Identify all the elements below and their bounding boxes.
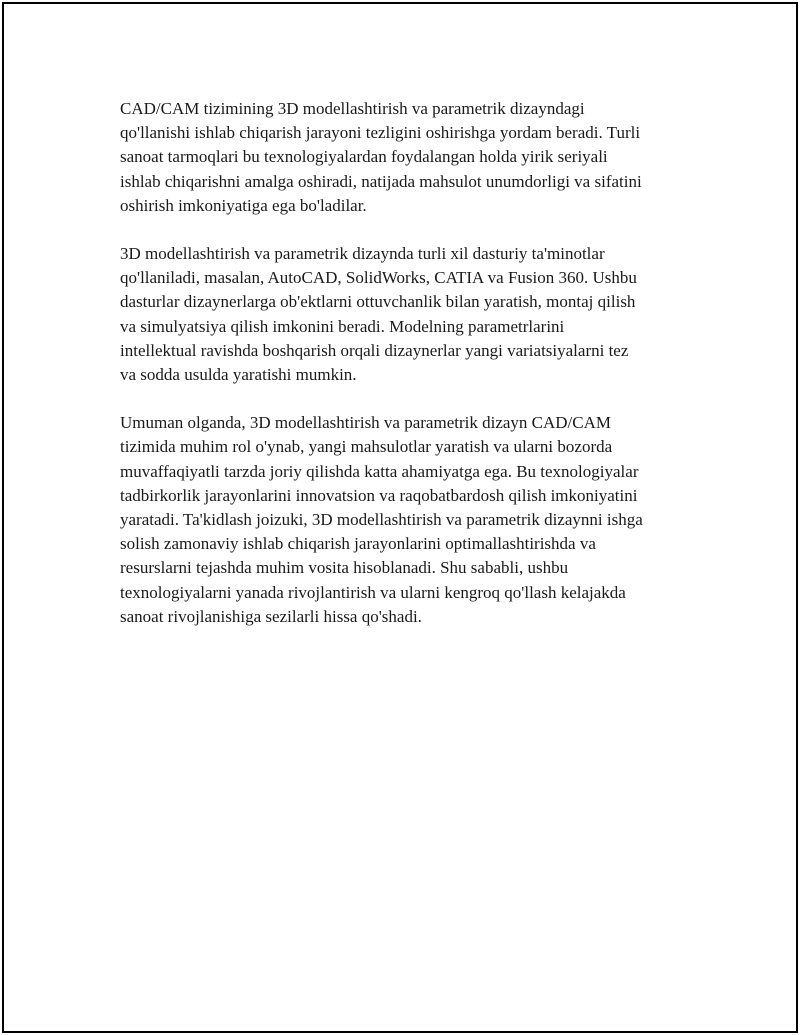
text-line: 3D modellashtirish va parametrik dizaynda turli xil dasturiy ta'minotlar	[120, 244, 605, 264]
text-line: intellektual ravishda boshqarish orqali dizaynerlar yangi variatsiyalarni tez	[120, 340, 629, 360]
text-line: dasturlar dizaynerlarga ob'ektlarni ottuvchanlik bilan yaratish, montaj qilish	[120, 292, 636, 312]
text-line: CAD/CAM tizimining 3D modellashtirish va parametrik dizayndagi	[120, 99, 585, 118]
text-line: qo'llanishi ishlab chiqarish jarayoni tezligini oshirishga yordam beradi. Turli	[120, 123, 641, 143]
text-line: va sodda usulda yaratishi mumkin.	[120, 365, 357, 385]
document-page	[2, 2, 798, 1033]
document-body	[120, 97, 700, 653]
text-line: sanoat rivojlanishiga sezilarli hissa qo'shadi.	[120, 606, 422, 626]
text-line: resurslarni tejashda muhim vosita hisoblanadi. Shu sababli, ushbu	[120, 558, 569, 578]
text-line: Umuman olganda, 3D modellashtirish va parametrik dizayn CAD/CAM	[120, 413, 612, 433]
paragraph-1	[120, 97, 700, 218]
text-line: qo'llaniladi, masalan, AutoCAD, SolidWorks, CATIA va Fusion 360. Ushbu	[120, 268, 637, 288]
text-line: oshirish imkoniyatiga ega bo'ladilar.	[120, 195, 367, 215]
text-line: yaratadi. Ta'kidlash joizuki, 3D modellashtirish va parametrik dizaynni ishga	[120, 510, 643, 530]
text-line: ishlab chiqarishni amalga oshiradi, natijada mahsulot unumdorligi va sifatini	[120, 171, 642, 191]
paragraph-3	[120, 411, 700, 629]
text-line: muvaffaqiyatli tarzda joriy qilishda katta ahamiyatga ega. Bu texnologiyalar	[120, 461, 639, 481]
text-line: sanoat tarmoqlari bu texnologiyalardan foydalangan holda yirik seriyali	[120, 147, 608, 167]
text-line: solish zamonaviy ishlab chiqarish jarayonlarini optimallashtirishda va	[120, 534, 596, 554]
paragraph-2	[120, 242, 700, 387]
text-line: tadbirkorlik jarayonlarini innovatsion va raqobatbardosh qilish imkoniyatini	[120, 485, 638, 505]
text-line: va simulyatsiya qilish imkonini beradi. Modelning parametrlarini	[120, 316, 565, 336]
text-line: texnologiyalarni yanada rivojlantirish va ularni kengroq qo'llash kelajakda	[120, 582, 626, 602]
text-line: tizimida muhim rol o'ynab, yangi mahsulotlar yaratish va ularni bozorda	[120, 437, 613, 457]
